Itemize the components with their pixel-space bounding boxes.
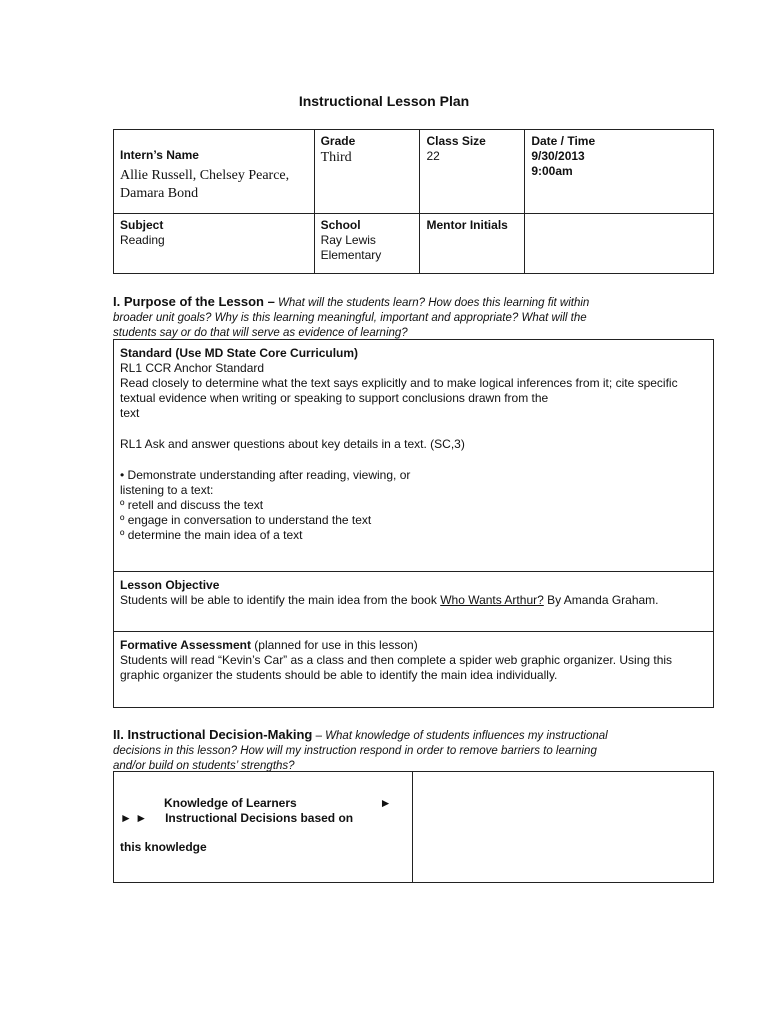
- time-value: 9:00am: [531, 164, 573, 178]
- date-cell: [525, 130, 714, 214]
- knowledge-line-3: this knowledge: [120, 840, 207, 854]
- section-2-title: II. Instructional Decision-Making: [113, 727, 313, 742]
- assessment-text-1: Students will read “Kevin’s Car” as a class and then complete a spider web graphic organizer. Using this: [120, 653, 673, 667]
- class-size-cell: [420, 130, 525, 214]
- section-2-question-3: and/or build on students’ strengths?: [113, 760, 295, 772]
- school-value-line-2: Elementary: [320, 248, 382, 262]
- grade-label: Grade: [320, 134, 356, 148]
- section-1-title: I. Purpose of the Lesson –: [113, 294, 275, 309]
- standard-box: [113, 339, 714, 572]
- double-arrow-icon: ► ►: [120, 811, 148, 825]
- objective-text-before: Students will be able to identify the main idea from the book: [120, 593, 441, 607]
- knowledge-line-1: [120, 796, 406, 811]
- intern-cell: [114, 130, 315, 214]
- standard-text-3: text: [120, 406, 140, 420]
- section-1-question-1: What will the students learn? How does this learning fit within: [274, 297, 590, 309]
- class-size-label: Class Size: [426, 134, 486, 148]
- assessment-heading-note: (planned for use in this lesson): [250, 638, 418, 652]
- objective-box: [113, 571, 714, 632]
- objective-heading: Lesson Objective: [120, 578, 220, 592]
- assessment-text-2: graphic organizer the students should be able to identify the main idea individually.: [120, 668, 558, 682]
- objective-text: [120, 593, 707, 608]
- grade-value: Third: [320, 150, 352, 165]
- standard-anchor: RL1 CCR Anchor Standard: [120, 361, 265, 375]
- school-label: School: [320, 218, 361, 232]
- decisions-blank-cell: [412, 772, 713, 883]
- class-size-value: 22: [426, 149, 440, 163]
- assessment-heading: Formative Assessment: [120, 638, 251, 652]
- section-1-question-3: students say or do that will serve as evidence of learning?: [113, 327, 408, 339]
- intern-value: Allie Russell, Chelsey Pearce, Damara Bond: [120, 168, 290, 201]
- school-cell: [314, 214, 420, 274]
- knowledge-line-2: [120, 811, 406, 826]
- knowledge-cell: [114, 772, 413, 883]
- grade-cell: [314, 130, 420, 214]
- section-1-question-2: broader unit goals? Why is this learning meaningful, important and appropriate? What will the: [113, 312, 587, 324]
- date-value: 9/30/2013: [531, 149, 585, 163]
- section-2-question-1: What knowledge of students influences my instructional: [325, 730, 608, 742]
- section-1-heading: [113, 294, 673, 341]
- standard-rl1: RL1 Ask and answer questions about key details in a text. (SC,3): [120, 437, 465, 451]
- subject-label: Subject: [120, 218, 164, 232]
- section-2-dash: –: [312, 730, 326, 742]
- standard-sub-3: º determine the main idea of a text: [120, 528, 303, 542]
- info-table: [113, 129, 714, 274]
- objective-text-after: By Amanda Graham.: [543, 593, 659, 607]
- standard-bullet-1: • Demonstrate understanding after reading, viewing, or: [120, 468, 411, 482]
- subject-value: Reading: [120, 233, 165, 247]
- mentor-cell: [420, 214, 525, 274]
- arrow-right-icon: ►: [379, 796, 392, 810]
- section-2-question-2: decisions in this lesson? How will my instruction respond in order to remove barriers to learning: [113, 745, 597, 757]
- standard-text-2: textual evidence when writing or speaking to support conclusions drawn from the: [120, 391, 549, 405]
- date-label: Date / Time: [531, 134, 596, 148]
- intern-label: Intern’s Name: [120, 148, 199, 162]
- standard-sub-2: º engage in conversation to understand the text: [120, 513, 372, 527]
- standard-bullet-2: listening to a text:: [120, 483, 214, 497]
- school-value-line-1: Ray Lewis: [320, 233, 376, 247]
- standard-heading: Standard (Use MD State Core Curriculum): [120, 346, 359, 360]
- objective-book-title: Who Wants Arthur?: [440, 593, 544, 607]
- decisions-table: [113, 771, 714, 883]
- assessment-box: [113, 631, 714, 708]
- page-title: Instructional Lesson Plan: [298, 93, 470, 109]
- knowledge-label: Knowledge of Learners: [164, 796, 297, 810]
- subject-cell: [114, 214, 315, 274]
- assessment-heading-line: [120, 638, 707, 653]
- section-2-heading: [113, 727, 713, 774]
- standard-sub-1: º retell and discuss the text: [120, 498, 264, 512]
- mentor-initials-blank: [525, 214, 714, 274]
- decisions-label: Instructional Decisions based on: [165, 811, 354, 825]
- mentor-label: Mentor Initials: [426, 218, 508, 232]
- standard-text-1: Read closely to determine what the text says explicitly and to make logical inferences from it; cite specific: [120, 376, 678, 390]
